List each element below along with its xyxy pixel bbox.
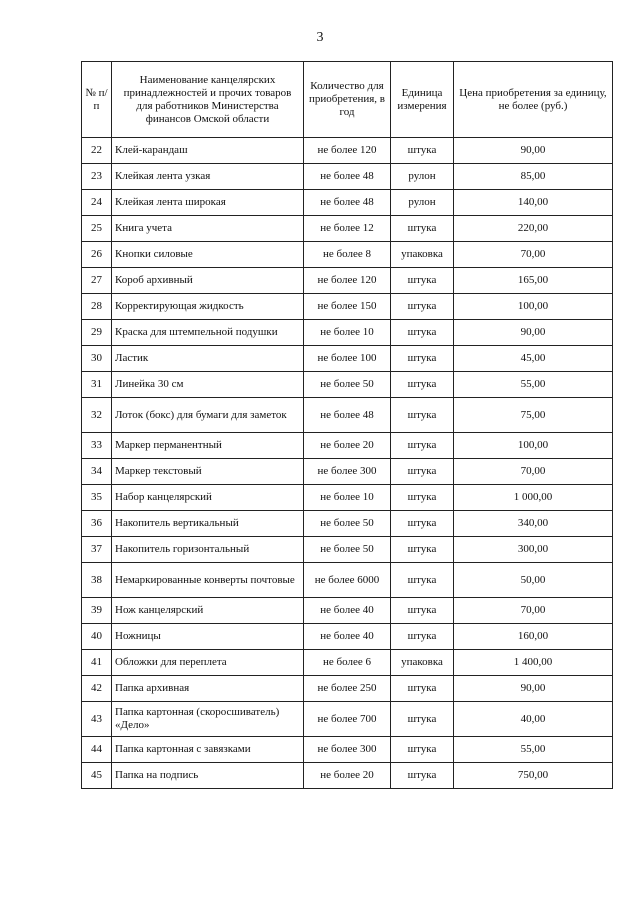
table-row (82, 216, 613, 242)
row-number: 26 (82, 242, 112, 268)
item-unit: штука (391, 372, 454, 398)
item-name: Кнопки силовые (112, 242, 304, 268)
table-row (82, 598, 613, 624)
item-name: Накопитель вертикальный (112, 511, 304, 537)
table-row (82, 346, 613, 372)
item-name: Корректирующая жидкость (112, 294, 304, 320)
row-number: 28 (82, 294, 112, 320)
item-name: Маркер перманентный (112, 433, 304, 459)
item-name: Накопитель горизонтальный (112, 537, 304, 563)
item-quantity: не более 50 (304, 372, 391, 398)
item-unit: штука (391, 702, 454, 737)
row-number: 23 (82, 164, 112, 190)
row-number: 33 (82, 433, 112, 459)
row-number: 24 (82, 190, 112, 216)
item-unit: штука (391, 398, 454, 433)
item-quantity: не более 48 (304, 398, 391, 433)
row-number: 39 (82, 598, 112, 624)
item-price: 90,00 (454, 320, 613, 346)
table-row (82, 433, 613, 459)
item-unit: штука (391, 320, 454, 346)
table-row (82, 676, 613, 702)
item-quantity: не более 48 (304, 164, 391, 190)
item-name: Ластик (112, 346, 304, 372)
item-unit: штука (391, 598, 454, 624)
item-price: 300,00 (454, 537, 613, 563)
item-quantity: не более 20 (304, 433, 391, 459)
item-name: Папка картонная с завязками (112, 737, 304, 763)
item-price: 90,00 (454, 676, 613, 702)
item-unit: штука (391, 763, 454, 789)
item-price: 750,00 (454, 763, 613, 789)
item-price: 100,00 (454, 294, 613, 320)
row-number: 40 (82, 624, 112, 650)
item-quantity: не более 6000 (304, 563, 391, 598)
item-price: 340,00 (454, 511, 613, 537)
row-number: 35 (82, 485, 112, 511)
table-row (82, 702, 613, 737)
item-unit: штука (391, 294, 454, 320)
table-row (82, 268, 613, 294)
table-row (82, 650, 613, 676)
table-row (82, 190, 613, 216)
item-quantity: не более 10 (304, 485, 391, 511)
item-price: 85,00 (454, 164, 613, 190)
table-row (82, 164, 613, 190)
item-unit: рулон (391, 190, 454, 216)
item-quantity: не более 50 (304, 511, 391, 537)
item-quantity: не более 120 (304, 138, 391, 164)
item-unit: рулон (391, 164, 454, 190)
item-price: 140,00 (454, 190, 613, 216)
item-unit: штука (391, 737, 454, 763)
item-name: Ножницы (112, 624, 304, 650)
item-quantity: не более 20 (304, 763, 391, 789)
item-unit: штука (391, 624, 454, 650)
row-number: 32 (82, 398, 112, 433)
item-price: 55,00 (454, 372, 613, 398)
item-name: Клейкая лента узкая (112, 164, 304, 190)
page-number: 3 (316, 30, 324, 45)
item-unit: штука (391, 216, 454, 242)
table-row (82, 294, 613, 320)
item-name: Немаркированные конверты почтовые (112, 563, 304, 598)
item-price: 70,00 (454, 598, 613, 624)
item-quantity: не более 10 (304, 320, 391, 346)
row-number: 37 (82, 537, 112, 563)
item-name: Клейкая лента широкая (112, 190, 304, 216)
table-row (82, 537, 613, 563)
row-number: 25 (82, 216, 112, 242)
item-name: Книга учета (112, 216, 304, 242)
item-unit: штука (391, 268, 454, 294)
row-number: 36 (82, 511, 112, 537)
item-unit: штука (391, 676, 454, 702)
table-row (82, 459, 613, 485)
row-number: 42 (82, 676, 112, 702)
item-quantity: не более 120 (304, 268, 391, 294)
item-name: Набор канцелярский (112, 485, 304, 511)
item-quantity: не более 250 (304, 676, 391, 702)
item-quantity: не более 700 (304, 702, 391, 737)
item-price: 40,00 (454, 702, 613, 737)
row-number: 45 (82, 763, 112, 789)
table-row (82, 624, 613, 650)
row-number: 22 (82, 138, 112, 164)
header-qty: Количество для приобретения, в год (304, 62, 391, 138)
item-quantity: не более 8 (304, 242, 391, 268)
row-number: 27 (82, 268, 112, 294)
item-quantity: не более 40 (304, 624, 391, 650)
table-row (82, 372, 613, 398)
table-header-row (82, 62, 613, 138)
item-quantity: не более 6 (304, 650, 391, 676)
item-quantity: не более 40 (304, 598, 391, 624)
item-price: 100,00 (454, 433, 613, 459)
item-price: 45,00 (454, 346, 613, 372)
row-number: 29 (82, 320, 112, 346)
table-row (82, 138, 613, 164)
item-price: 70,00 (454, 242, 613, 268)
item-price: 160,00 (454, 624, 613, 650)
item-unit: штука (391, 459, 454, 485)
item-price: 220,00 (454, 216, 613, 242)
row-number: 38 (82, 563, 112, 598)
item-price: 75,00 (454, 398, 613, 433)
table-row (82, 737, 613, 763)
item-price: 165,00 (454, 268, 613, 294)
item-unit: штука (391, 511, 454, 537)
item-price: 55,00 (454, 737, 613, 763)
item-name: Линейка 30 см (112, 372, 304, 398)
item-name: Клей-карандаш (112, 138, 304, 164)
row-number: 30 (82, 346, 112, 372)
item-name: Папка картонная (скоросшиватель) «Дело» (112, 702, 304, 737)
table-body (82, 138, 613, 789)
item-price: 1 400,00 (454, 650, 613, 676)
item-unit: упаковка (391, 242, 454, 268)
item-quantity: не более 150 (304, 294, 391, 320)
item-quantity: не более 300 (304, 459, 391, 485)
row-number: 34 (82, 459, 112, 485)
table-row (82, 320, 613, 346)
item-name: Краска для штемпельной подушки (112, 320, 304, 346)
item-unit: штука (391, 346, 454, 372)
item-name: Маркер текстовый (112, 459, 304, 485)
item-unit: штука (391, 537, 454, 563)
item-unit: штука (391, 563, 454, 598)
item-unit: штука (391, 138, 454, 164)
table-row (82, 511, 613, 537)
item-price: 70,00 (454, 459, 613, 485)
item-price: 90,00 (454, 138, 613, 164)
item-unit: штука (391, 485, 454, 511)
item-price: 50,00 (454, 563, 613, 598)
item-name: Лоток (бокс) для бумаги для заметок (112, 398, 304, 433)
row-number: 43 (82, 702, 112, 737)
table-row (82, 485, 613, 511)
header-num: № п/п (82, 62, 112, 138)
item-name: Обложки для переплета (112, 650, 304, 676)
price-table (81, 61, 613, 789)
item-quantity: не более 300 (304, 737, 391, 763)
item-quantity: не более 12 (304, 216, 391, 242)
item-quantity: не более 48 (304, 190, 391, 216)
header-unit: Единица измерения (391, 62, 454, 138)
item-name: Нож канцелярский (112, 598, 304, 624)
row-number: 31 (82, 372, 112, 398)
row-number: 44 (82, 737, 112, 763)
table-row (82, 563, 613, 598)
item-name: Короб архивный (112, 268, 304, 294)
item-unit: упаковка (391, 650, 454, 676)
item-quantity: не более 50 (304, 537, 391, 563)
item-unit: штука (391, 433, 454, 459)
item-quantity: не более 100 (304, 346, 391, 372)
item-name: Папка архивная (112, 676, 304, 702)
header-name: Наименование канцелярских принадлежностей и прочих товаров для работников Министерства финансов Омской области (112, 62, 304, 138)
item-price: 1 000,00 (454, 485, 613, 511)
table-row (82, 242, 613, 268)
table-row (82, 398, 613, 433)
header-price: Цена приобретения за единицу, не более (руб.) (454, 62, 613, 138)
item-name: Папка на подпись (112, 763, 304, 789)
table-row (82, 763, 613, 789)
row-number: 41 (82, 650, 112, 676)
